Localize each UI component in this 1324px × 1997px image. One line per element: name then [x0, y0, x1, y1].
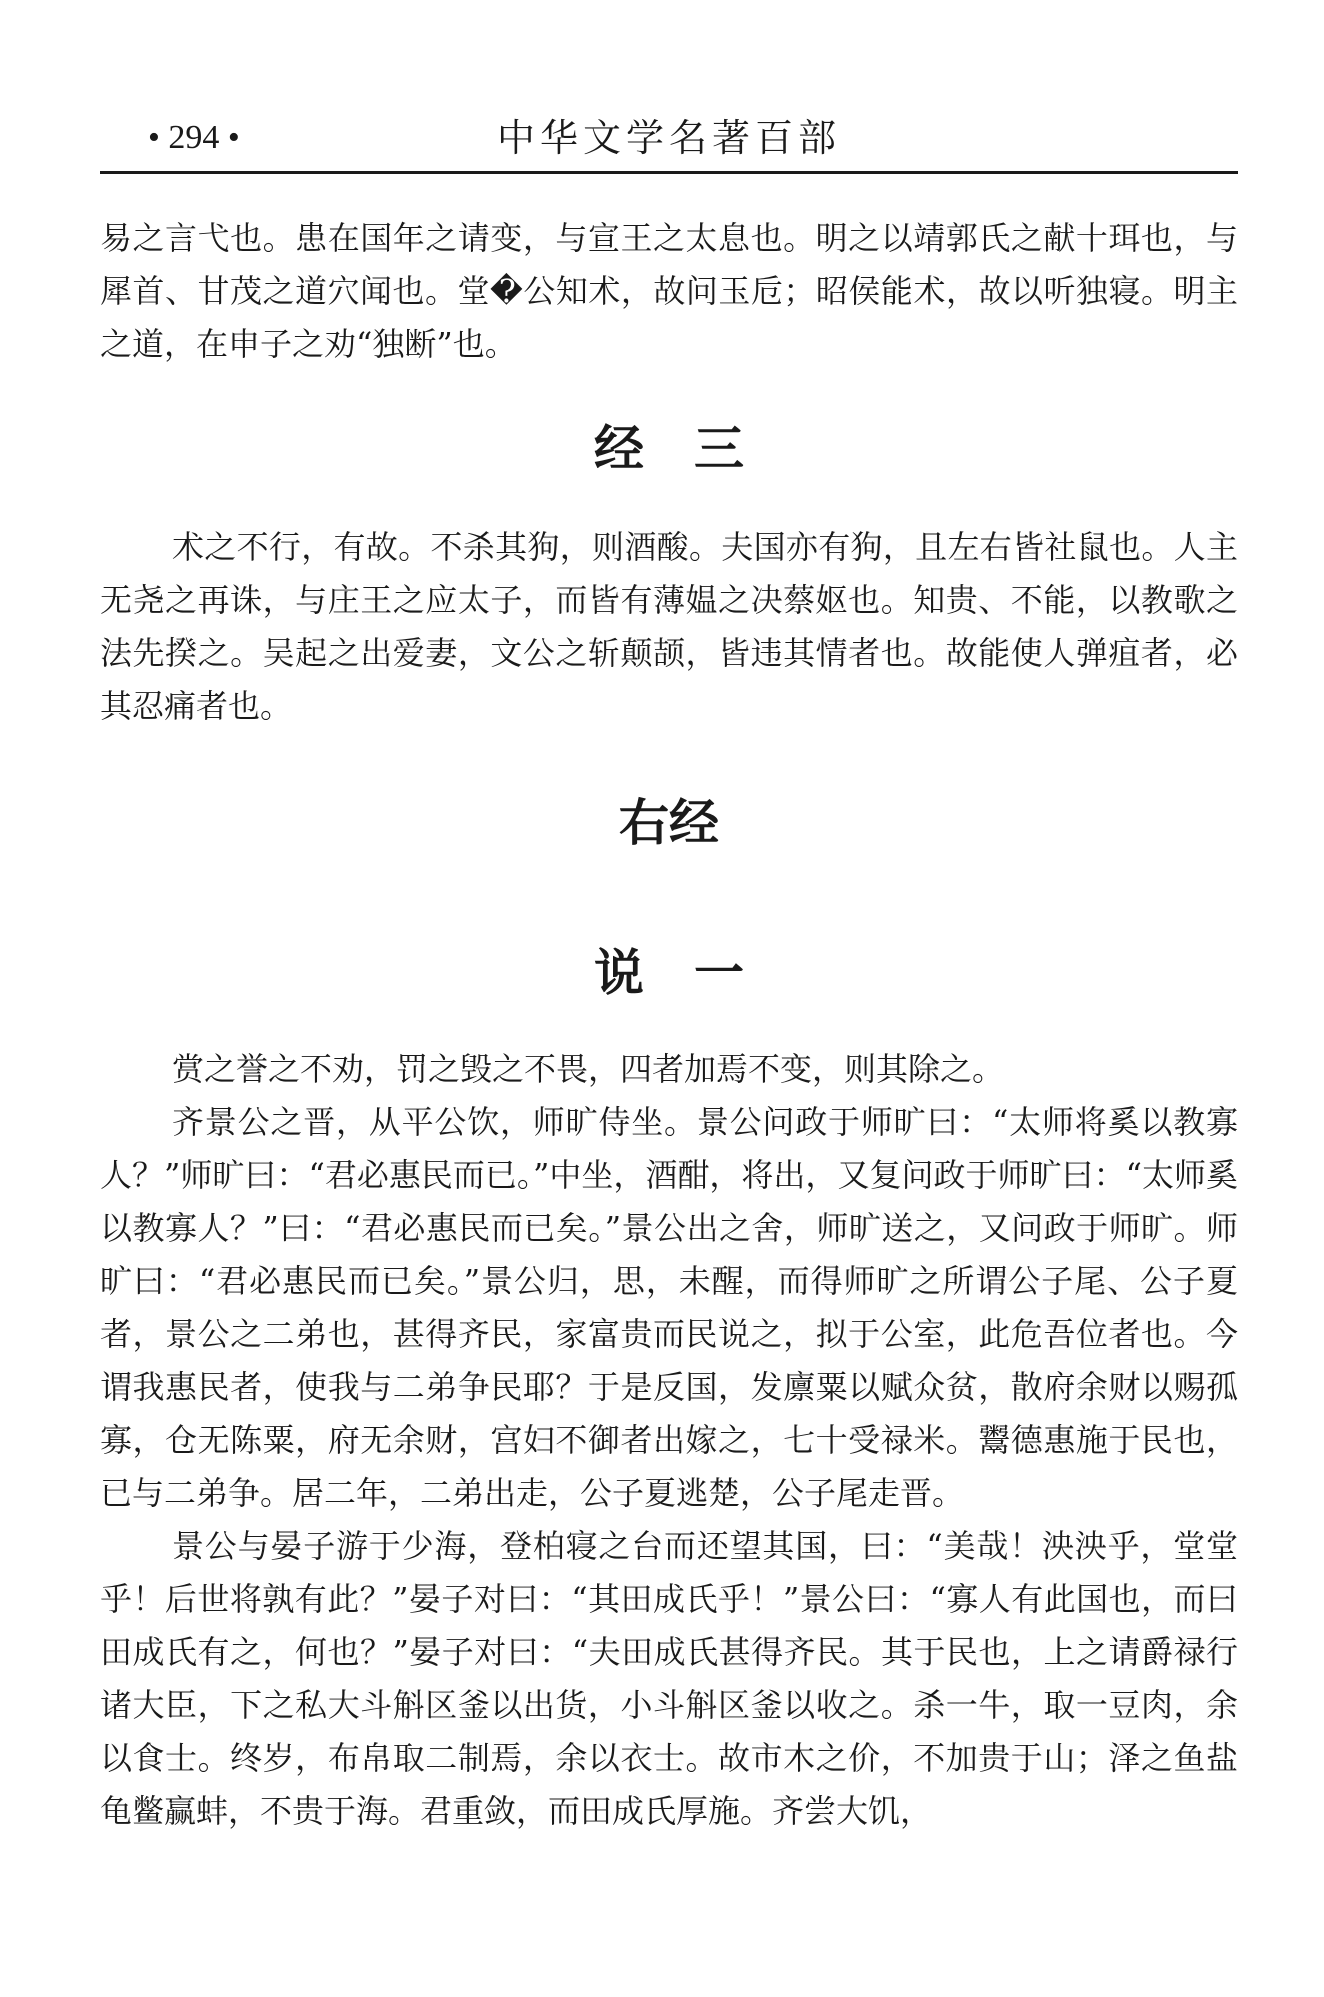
book-title: 中华文学名著百部 [496, 116, 841, 160]
intro-paragraph: 易之言弋也。患在国年之请变，与宣王之太息也。明之以靖郭氏之献十珥也，与犀首、甘茂之道穴闻也。堂�公知术，故问玉卮；昭侯能术，故以听独寝。明主之道，在申子之劝“独断”也。 [100, 219, 1238, 363]
header-rule [100, 171, 1238, 174]
jing-san-paragraph: 术之不行，有故。不杀其狗，则酒酸。夫国亦有狗，且左右皆社鼠也。人主无尧之再诛，与庄王之应太子，而皆有薄媪之决蔡妪也。知贵、不能，以教歌之法先揆之。吴起之出爱妻，文公之斩颠颉，皆违其情者也。故能使人弹疽者，必其忍痛者也。 [100, 528, 1238, 725]
shuo-yi-paragraph-2: 齐景公之晋，从平公饮，师旷侍坐。景公问政于师旷曰：“太师将奚以教寡人？”师旷曰：“君必惠民而已。”中坐，酒酣，将出，又复问政于师旷曰：“太师奚以教寡人？”曰：“君必惠民而已矣。”景公出之舍，师旷送之，又问政于师旷。师旷曰：“君必惠民而已矣。”景公归，思，未醒，而得师旷之所谓公子尾、公子夏者，景公之二弟也，甚得齐民，家富贵而民说之，拟于公室，此危吾位者也。今谓我惠民者，使我与二弟争民耶？于是反国，发廪粟以赋众贫，散府余财以赐孤寡，仓无陈粟，府无余财，宫妇不御者出嫁之，七十受禄米。鬻德惠施于民也，已与二弟争。居二年，二弟出走，公子夏逃楚，公子尾走晋。 [100, 1103, 1238, 1512]
shuo-yi-paragraph-3: 景公与晏子游于少海，登柏寝之台而还望其国，曰：“美哉！泱泱乎，堂堂乎！后世将孰有此？”晏子对曰：“其田成氏乎！”景公曰：“寡人有此国也，而曰田成氏有之，何也？”晏子对曰：“夫田成氏甚得齐民。其于民也，上之请爵禄行诸大臣，下之私大斗斛区釜以出货，小斗斛区釜以收之。杀一牛，取一豆肉，余以食士。终岁，布帛取二制焉，余以衣士。故市木之价，不加贵于山；泽之鱼盐龟鳖赢蚌，不贵于海。君重敛，而田成氏厚施。齐尝大饥， [100, 1527, 1238, 1830]
section-heading-shuo-yi: 说 一 [594, 944, 744, 1002]
page-body [100, 212, 1238, 1838]
page-number: • 294 • [148, 119, 240, 156]
section-heading-you-jing: 右经 [619, 794, 719, 852]
running-header [100, 108, 1238, 168]
shuo-yi-paragraph-1: 赏之誉之不劝，罚之毁之不畏，四者加焉不变，则其除之。 [172, 1050, 1005, 1088]
section-heading-jing-san: 经 三 [594, 420, 744, 478]
